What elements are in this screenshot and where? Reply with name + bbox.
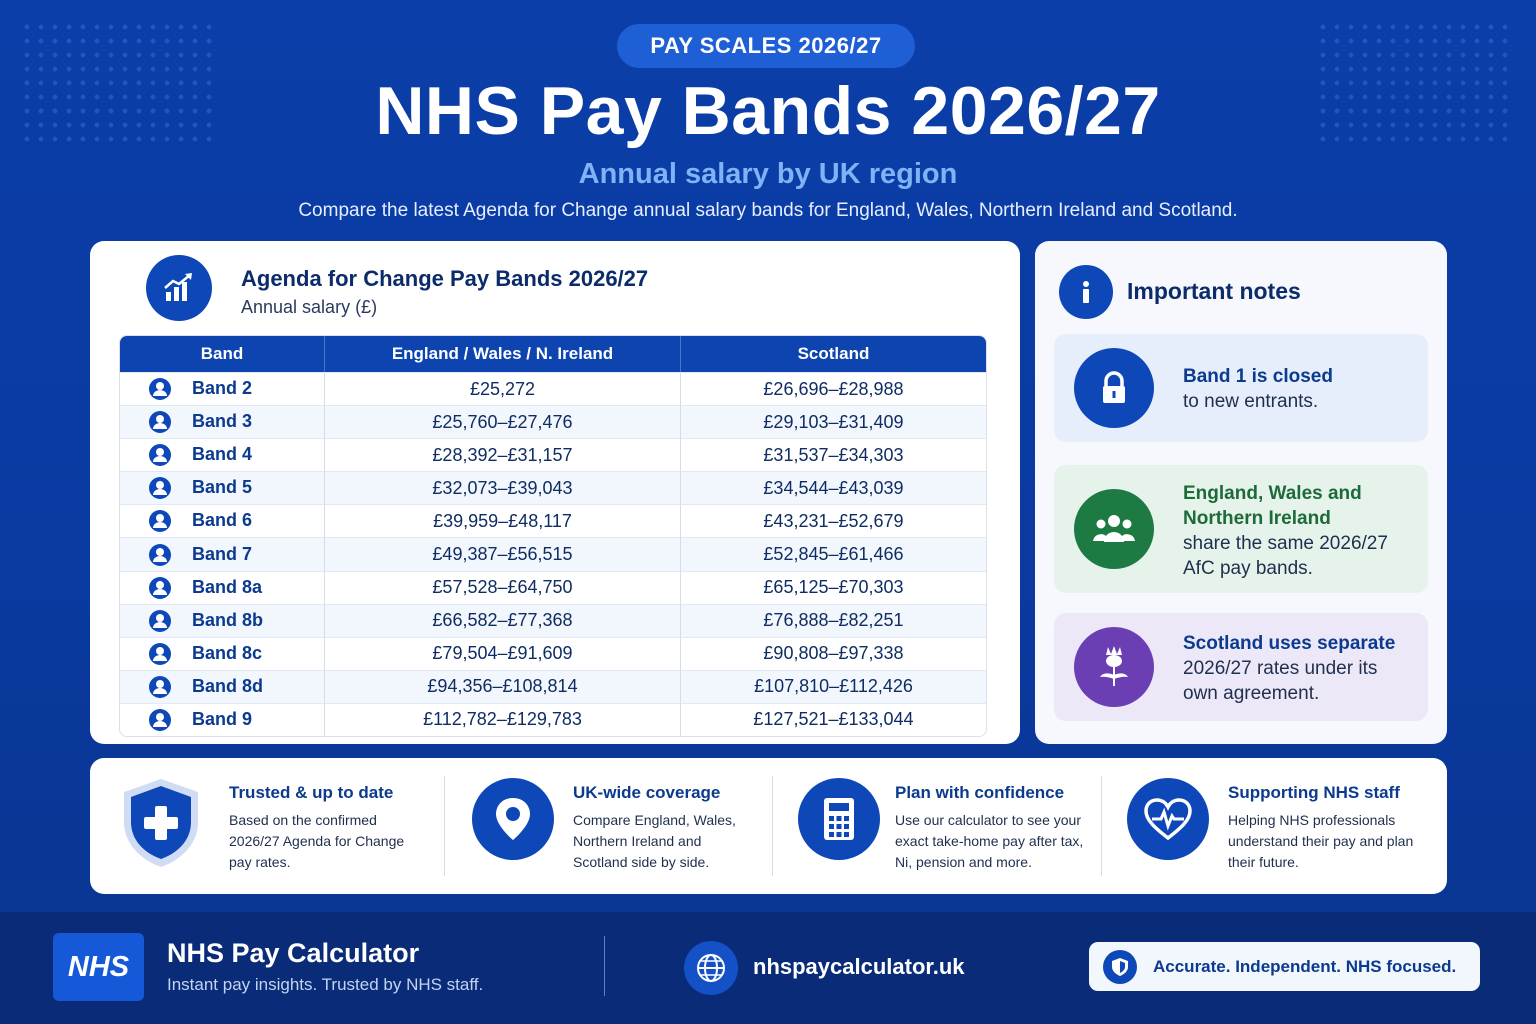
table-title: Agenda for Change Pay Bands 2026/27 (241, 266, 649, 291)
scotland-salary-cell: £26,696–£28,988 (680, 372, 986, 405)
footer (0, 912, 1536, 1024)
band-name: Band 5 (192, 477, 253, 498)
table-row (120, 372, 986, 405)
band-name: Band 8b (192, 609, 264, 630)
band-name: Band 8d (192, 675, 264, 696)
england-salary-cell: £57,528–£64,750 (324, 571, 680, 604)
column-header-england: England / Wales / N. Ireland (324, 336, 680, 372)
band-cell (120, 537, 324, 570)
band-cell (120, 372, 324, 405)
band-cell (120, 604, 324, 637)
user-icon (148, 708, 172, 732)
footer-divider (604, 936, 605, 996)
calculator-icon (798, 778, 880, 860)
table-row (120, 504, 986, 537)
note-text: 2026/27 rates under its own agreement. (1183, 658, 1378, 704)
england-salary-cell: £25,760–£27,476 (324, 405, 680, 438)
england-salary-cell: £79,504–£91,609 (324, 637, 680, 670)
shield-check-icon (1103, 950, 1137, 984)
column-header-scotland: Scotland (680, 336, 986, 372)
band-cell (120, 438, 324, 471)
band-cell (120, 637, 324, 670)
globe-icon (684, 941, 738, 995)
column-header-band: Band (120, 336, 324, 372)
scotland-salary-cell: £76,888–£82,251 (680, 604, 986, 637)
band-name: Band 3 (192, 410, 253, 431)
band-name: Band 8a (192, 576, 263, 597)
user-icon (148, 476, 172, 500)
band-cell (120, 504, 324, 537)
band-name: Band 8c (192, 642, 263, 663)
band-name: Band 7 (192, 543, 253, 564)
pay-bands-table (119, 335, 987, 737)
feature-coverage (445, 758, 773, 894)
scotland-salary-cell: £31,537–£34,303 (680, 438, 986, 471)
user-icon (148, 576, 172, 600)
band-name: Band 9 (192, 708, 253, 729)
feature-title: Plan with confidence (895, 783, 1065, 802)
page-title: NHS Pay Bands 2026/27 (375, 73, 1161, 149)
band-cell (120, 670, 324, 703)
table-row (120, 604, 986, 637)
user-icon (148, 543, 172, 567)
note-bold: England, Wales and Northern Ireland (1183, 483, 1362, 529)
england-salary-cell: £94,356–£108,814 (324, 670, 680, 703)
band-name: Band 4 (192, 443, 253, 464)
user-icon (148, 509, 172, 533)
scotland-salary-cell: £52,845–£61,466 (680, 537, 986, 570)
table-row (120, 703, 986, 736)
feature-text: Compare England, Wales, Northern Ireland and Scotland side by side. (573, 812, 736, 870)
user-icon (148, 410, 172, 434)
note-bold: Band 1 is closed (1183, 366, 1333, 387)
shield-plus-icon (118, 776, 204, 870)
england-salary-cell: £28,392–£31,157 (324, 438, 680, 471)
pay-scales-pill: PAY SCALES 2026/27 (617, 24, 915, 68)
table-row (120, 637, 986, 670)
band-cell (120, 471, 324, 504)
pay-bands-card (90, 241, 1020, 744)
feature-text: Use our calculator to see your exact take-home pay after tax, Ni, pension and more. (895, 812, 1084, 870)
scotland-salary-cell: £107,810–£112,426 (680, 670, 986, 703)
page-subtitle: Annual salary by UK region (578, 158, 958, 190)
user-icon (148, 609, 172, 633)
features-card (90, 758, 1447, 894)
band-cell (120, 703, 324, 736)
page-description: Compare the latest Agenda for Change annual salary bands for England, Wales, Northern Ireland and Scotland. (298, 200, 1238, 221)
feature-plan (773, 758, 1101, 894)
note-shared-bands (1054, 465, 1428, 593)
band-name: Band 6 (192, 510, 253, 531)
note-text: share the same 2026/27 AfC pay bands. (1183, 533, 1388, 579)
scotland-salary-cell: £29,103–£31,409 (680, 405, 986, 438)
band-name: Band 2 (192, 377, 253, 398)
info-icon (1059, 265, 1113, 319)
band-cell (120, 405, 324, 438)
chart-growth-icon (146, 255, 212, 321)
band-cell (120, 571, 324, 604)
table-row (120, 537, 986, 570)
england-salary-cell: £32,073–£39,043 (324, 471, 680, 504)
scotland-salary-cell: £34,544–£43,039 (680, 471, 986, 504)
table-row (120, 471, 986, 504)
england-salary-cell: £112,782–£129,783 (324, 703, 680, 736)
thistle-icon (1074, 627, 1154, 707)
heart-pulse-icon (1127, 778, 1209, 860)
table-row (120, 438, 986, 471)
note-text: to new entrants. (1183, 391, 1319, 412)
notes-title: Important notes (1127, 278, 1301, 304)
table-row (120, 405, 986, 438)
user-icon (148, 443, 172, 467)
england-salary-cell: £25,272 (324, 372, 680, 405)
location-pin-icon (472, 778, 554, 860)
padlock-icon (1074, 348, 1154, 428)
brand-name: NHS Pay Calculator (167, 938, 420, 968)
badge-text: Accurate. Independent. NHS focused. (1153, 957, 1457, 976)
feature-title: Supporting NHS staff (1228, 783, 1400, 802)
scotland-salary-cell: £65,125–£70,303 (680, 571, 986, 604)
table-subtitle: Annual salary (£) (241, 297, 378, 317)
scotland-salary-cell: £127,521–£133,044 (680, 703, 986, 736)
scotland-salary-cell: £43,231–£52,679 (680, 504, 986, 537)
website-link[interactable]: nhspaycalculator.uk (753, 954, 965, 979)
feature-text: Based on the confirmed 2026/27 Agenda for Change pay rates. (229, 812, 405, 870)
feature-title: UK-wide coverage (573, 783, 721, 802)
table-row (120, 670, 986, 703)
england-salary-cell: £66,582–£77,368 (324, 604, 680, 637)
group-icon (1074, 489, 1154, 569)
user-icon (148, 675, 172, 699)
user-icon (148, 642, 172, 666)
england-salary-cell: £49,387–£56,515 (324, 537, 680, 570)
brand-tagline: Instant pay insights. Trusted by NHS staff. (167, 975, 484, 994)
feature-title: Trusted & up to date (229, 783, 394, 802)
nhs-logo: NHS (53, 933, 144, 1001)
note-band-1-closed (1054, 334, 1428, 442)
feature-supporting (1102, 758, 1447, 894)
scotland-salary-cell: £90,808–£97,338 (680, 637, 986, 670)
table-row (120, 571, 986, 604)
trust-badge (1089, 942, 1480, 991)
note-bold: Scotland uses separate (1183, 633, 1396, 654)
user-icon (148, 377, 172, 401)
feature-text: Helping NHS professionals understand their pay and plan their future. (1228, 812, 1414, 870)
important-notes-card (1035, 241, 1447, 744)
england-salary-cell: £39,959–£48,117 (324, 504, 680, 537)
feature-trusted (90, 758, 445, 894)
note-scotland-separate (1054, 613, 1428, 721)
